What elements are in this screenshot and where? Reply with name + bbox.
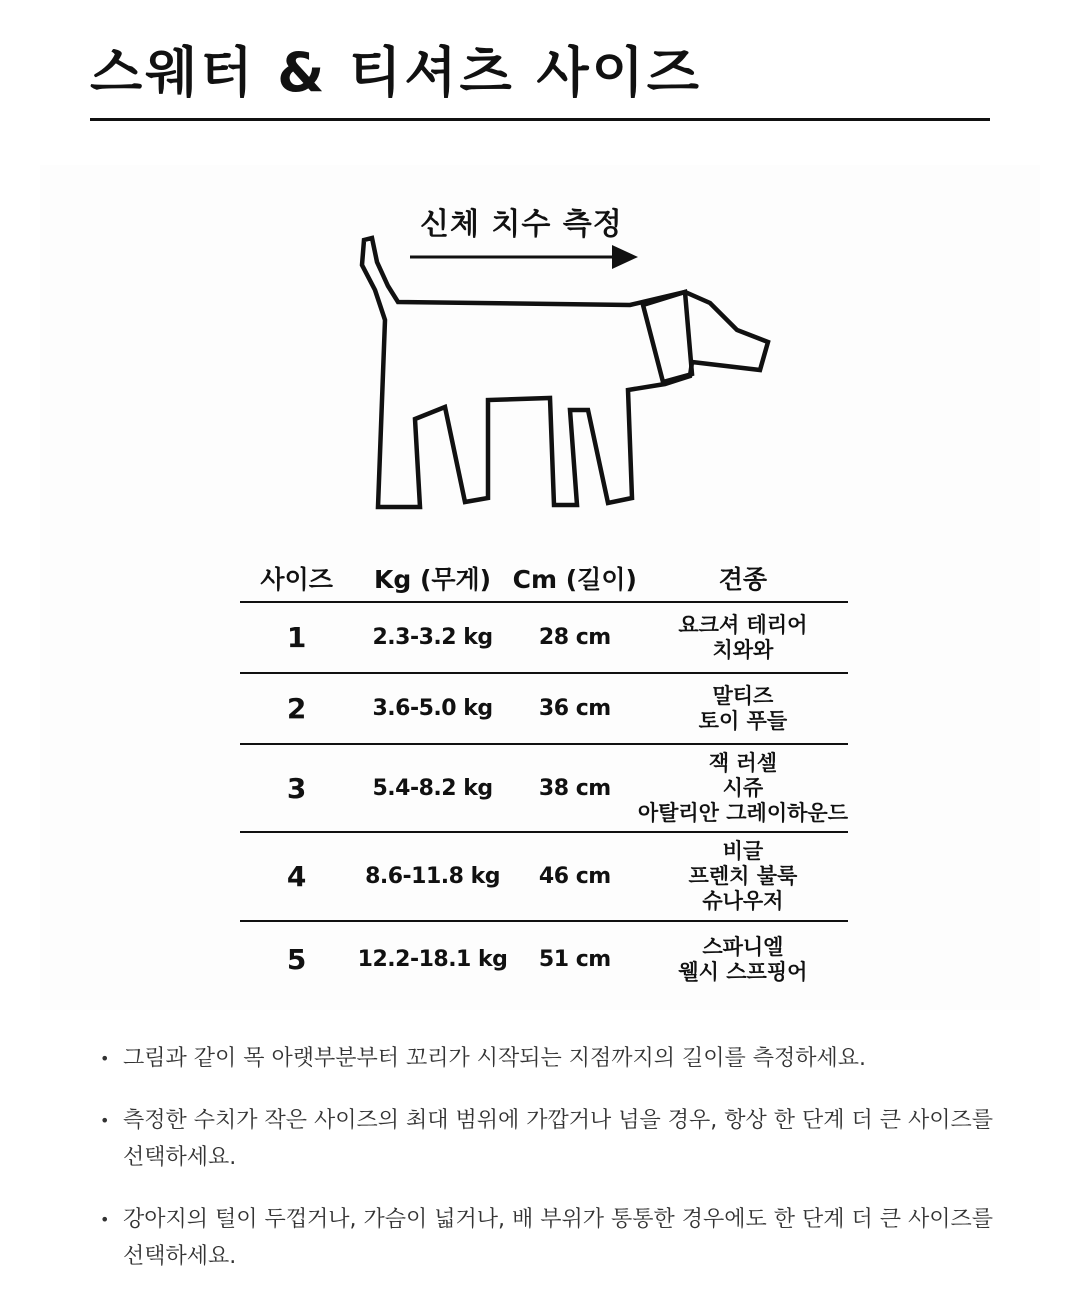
dog-outline-icon xyxy=(362,238,768,507)
breed-name: 잭 러셀 xyxy=(708,750,777,775)
breed-cell xyxy=(638,744,848,832)
breed-name: 프렌치 불룩 xyxy=(688,864,798,888)
breed-cell xyxy=(638,832,848,921)
weight-cell: 2.3-3.2 kg xyxy=(353,602,511,673)
table-header-row xyxy=(240,555,848,602)
breed-name: 스파니엘 xyxy=(702,934,784,959)
weight-cell: 5.4-8.2 kg xyxy=(353,744,511,832)
breed-name: 시쥬 xyxy=(722,775,764,800)
breed-name: 요크셔 테리어 xyxy=(678,612,808,637)
table-row xyxy=(240,832,848,921)
notes-list xyxy=(100,1040,1000,1300)
measure-arrow-icon xyxy=(410,245,638,269)
note-text: 측정한 수치가 작은 사이즈의 최대 범위에 가깝거나 넘을 경우, 항상 한 단계 더 큰 사이즈를 선택하세요. xyxy=(123,1108,993,1170)
length-cell: 51 cm xyxy=(538,947,611,972)
size-cell: 3 xyxy=(240,744,353,832)
length-cell: 38 cm xyxy=(512,744,638,832)
size-cell: 1 xyxy=(240,602,353,673)
breed-name: 토이 푸들 xyxy=(698,708,788,733)
note-item xyxy=(100,1102,1000,1176)
breed-name: 비글 xyxy=(722,839,764,863)
note-text: 그림과 같이 목 아랫부분부터 꼬리가 시작되는 지점까지의 길이를 측정하세요. xyxy=(123,1046,867,1071)
breed-cell xyxy=(638,673,848,744)
size-table xyxy=(240,555,848,997)
breed-name: 웰시 스프핑어 xyxy=(678,959,808,984)
length-cell: 46 cm xyxy=(512,832,638,921)
weight-cell: 12.2-18.1 kg xyxy=(357,947,508,972)
page-title: 스웨터 & 티셔츠 사이즈 xyxy=(90,41,702,104)
bullet-icon: • xyxy=(100,1210,110,1229)
header-breed: 견종 xyxy=(638,555,848,602)
breed-name: 아탈리안 그레이하운드 xyxy=(637,800,848,825)
length-cell: 36 cm xyxy=(512,673,638,744)
bullet-icon: • xyxy=(100,1049,110,1068)
breed-name: 슈나우저 xyxy=(702,889,784,913)
size-cell: 4 xyxy=(240,832,353,921)
measure-label: 신체 치수 측정 xyxy=(420,207,623,242)
size-cell: 5 xyxy=(286,943,307,976)
table-row xyxy=(240,602,848,673)
table-row xyxy=(240,744,848,832)
header-weight: Kg (무게) xyxy=(353,555,511,602)
table-row xyxy=(240,921,848,997)
weight-cell: 8.6-11.8 kg xyxy=(353,832,511,921)
note-text: 강아지의 털이 두껍거나, 가슴이 넓거나, 배 부위가 통통한 경우에도 한 단계 더 큰 사이즈를 선택하세요. xyxy=(123,1207,993,1269)
size-cell: 2 xyxy=(240,673,353,744)
length-cell: 28 cm xyxy=(512,602,638,673)
breed-cell xyxy=(638,602,848,673)
breed-name: 치와와 xyxy=(712,637,774,662)
table-row xyxy=(240,673,848,744)
note-item xyxy=(100,1201,1000,1275)
breed-name: 말티즈 xyxy=(712,683,774,708)
weight-cell: 3.6-5.0 kg xyxy=(353,673,511,744)
header-length: Cm (길이) xyxy=(512,555,638,602)
header-size: 사이즈 xyxy=(240,555,353,602)
bullet-icon: • xyxy=(100,1111,110,1130)
breed-cell xyxy=(638,921,848,997)
note-item xyxy=(100,1040,1000,1077)
